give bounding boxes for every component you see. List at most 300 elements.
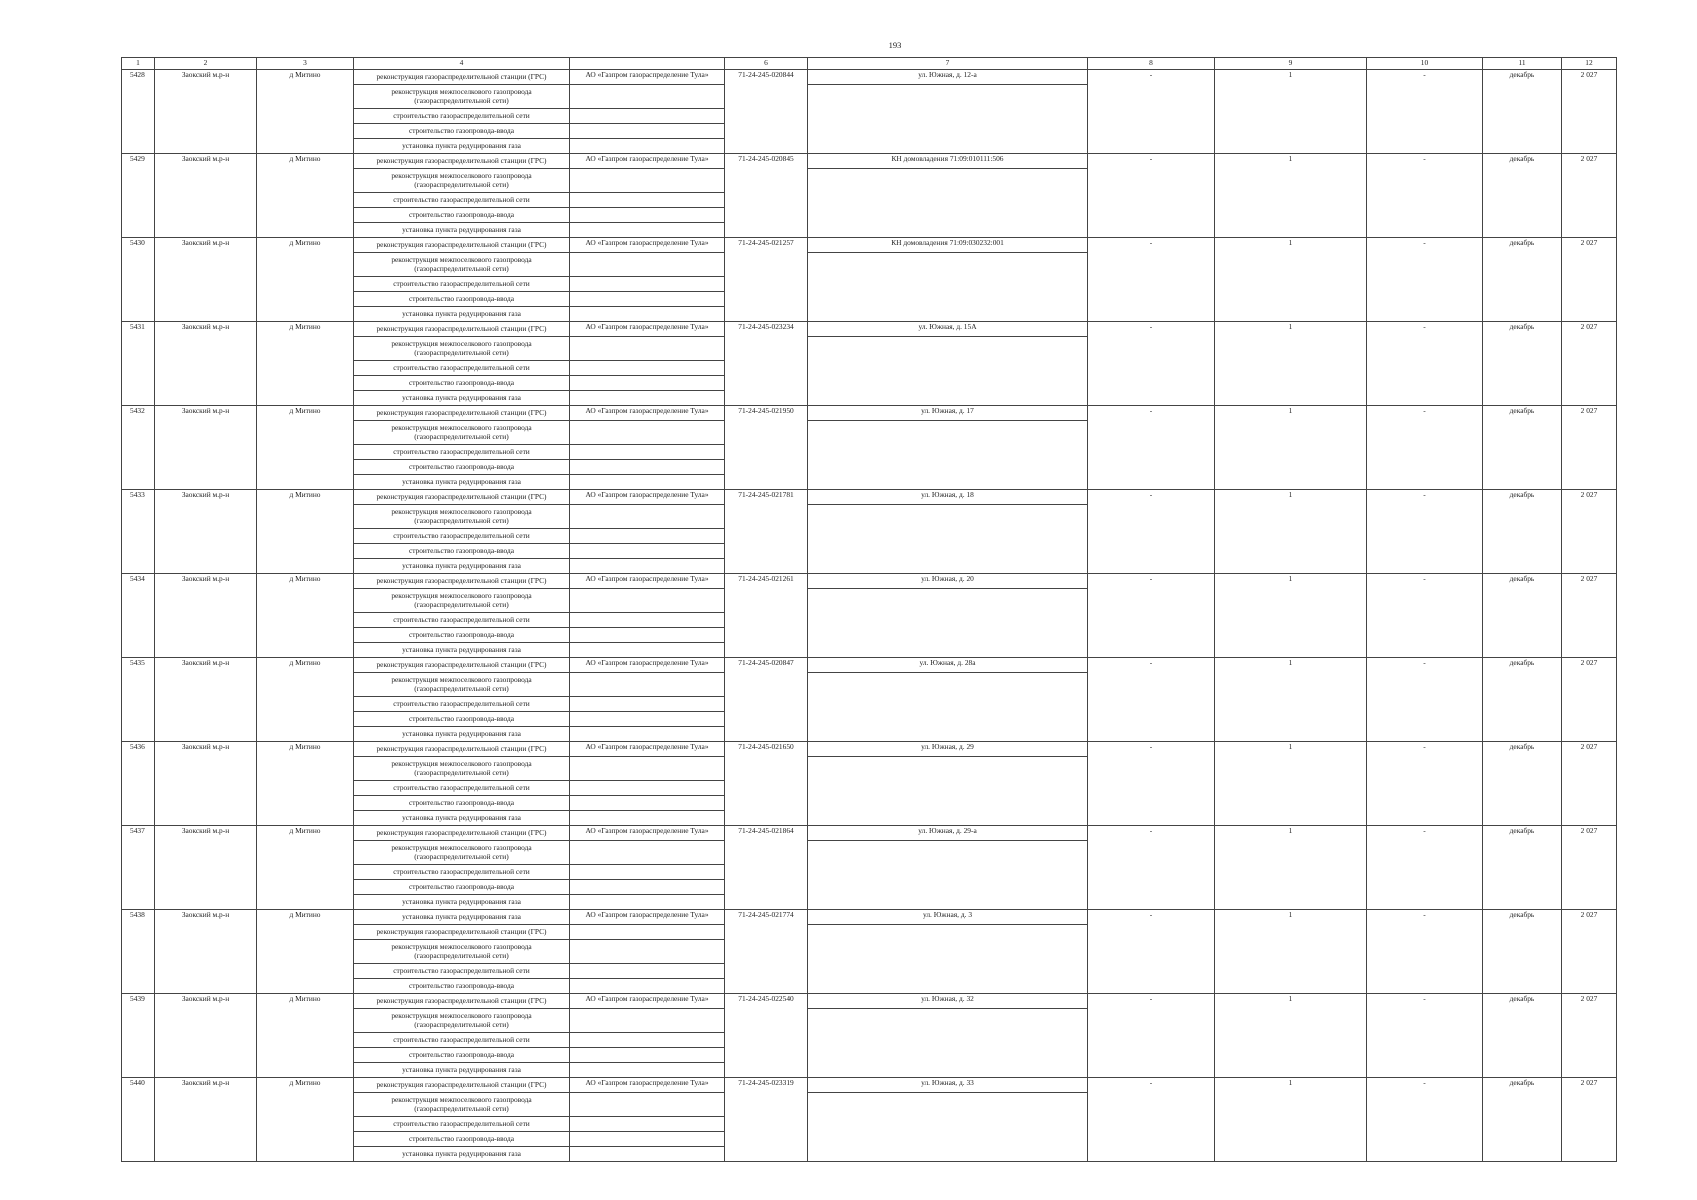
table-row [122,742,1617,757]
work-type-cell: строительство газопровода-ввода [354,292,570,307]
organization-cell-empty [570,1117,725,1132]
column-9-cell: 1 [1215,1078,1367,1162]
work-type-cell: реконструкция межпоселкового газопровода (газораспределительной сети) [354,85,570,109]
organization-cell-empty [570,1093,725,1117]
work-type-cell: реконструкция межпоселкового газопровода (газораспределительной сети) [354,940,570,964]
record-number-cell: 5437 [122,826,155,910]
month-cell: декабрь [1483,742,1562,826]
work-type-cell: строительство газопровода-ввода [354,628,570,643]
column-9-cell: 1 [1215,742,1367,826]
code-cell: 71-24-245-021257 [725,238,808,322]
work-type-cell: строительство газораспределительной сети [354,697,570,712]
column-10-cell: - [1367,238,1483,322]
year-cell: 2 027 [1562,154,1617,238]
district-cell: Заокский м.р-н [155,154,257,238]
organization-cell-empty [570,697,725,712]
record-number-cell: 5430 [122,238,155,322]
work-type-cell: реконструкция газораспределительной станции (ГРС) [354,154,570,169]
year-cell: 2 027 [1562,742,1617,826]
organization-cell-empty [570,727,725,742]
column-10-cell: - [1367,910,1483,994]
work-type-cell: реконструкция газораспределительной станции (ГРС) [354,322,570,337]
record-number-cell: 5429 [122,154,155,238]
organization-cell-empty [570,223,725,238]
address-cell-empty [808,673,1088,742]
column-header-row [122,58,1617,70]
organization-cell-empty [570,193,725,208]
year-cell: 2 027 [1562,1078,1617,1162]
address-cell: ул. Южная, д. 33 [808,1078,1088,1093]
record-number-cell: 5433 [122,490,155,574]
column-10-cell: - [1367,406,1483,490]
column-header: 7 [808,58,1088,70]
address-cell: ул. Южная, д. 18 [808,490,1088,505]
table-body [122,58,1617,1162]
code-cell: 71-24-245-021864 [725,826,808,910]
work-type-cell: строительство газопровода-ввода [354,796,570,811]
organization-cell-empty [570,613,725,628]
column-header: 4 [354,58,570,70]
work-type-cell: строительство газораспределительной сети [354,193,570,208]
work-type-cell: установка пункта редуцирования газа [354,643,570,658]
organization-cell-empty [570,505,725,529]
work-type-cell: реконструкция межпоселкового газопровода (газораспределительной сети) [354,505,570,529]
address-cell-empty [808,841,1088,910]
year-cell: 2 027 [1562,910,1617,994]
column-9-cell: 1 [1215,994,1367,1078]
district-cell: Заокский м.р-н [155,70,257,154]
work-type-cell: строительство газораспределительной сети [354,445,570,460]
locality-cell: д Митино [257,238,354,322]
district-cell: Заокский м.р-н [155,910,257,994]
locality-cell: д Митино [257,1078,354,1162]
organization-cell-empty [570,781,725,796]
organization-cell-empty [570,1033,725,1048]
record-number-cell: 5436 [122,742,155,826]
record-number-cell: 5431 [122,322,155,406]
work-type-cell: реконструкция межпоселкового газопровода (газораспределительной сети) [354,1093,570,1117]
organization-cell: АО «Газпром газораспределение Тула» [570,154,725,169]
district-cell: Заокский м.р-н [155,1078,257,1162]
work-type-cell: реконструкция газораспределительной станции (ГРС) [354,70,570,85]
work-type-cell: реконструкция газораспределительной станции (ГРС) [354,658,570,673]
address-cell-empty [808,337,1088,406]
address-cell: ул. Южная, д. 20 [808,574,1088,589]
year-cell: 2 027 [1562,658,1617,742]
column-10-cell: - [1367,490,1483,574]
locality-cell: д Митино [257,910,354,994]
column-10-cell: - [1367,994,1483,1078]
work-type-cell: реконструкция межпоселкового газопровода (газораспределительной сети) [354,673,570,697]
work-type-cell: реконструкция газораспределительной станции (ГРС) [354,1078,570,1093]
column-9-cell: 1 [1215,574,1367,658]
work-type-cell: реконструкция межпоселкового газопровода (газораспределительной сети) [354,169,570,193]
column-10-cell: - [1367,574,1483,658]
month-cell: декабрь [1483,406,1562,490]
organization-cell-empty [570,109,725,124]
work-type-cell: строительство газопровода-ввода [354,1048,570,1063]
work-type-cell: установка пункта редуцирования газа [354,475,570,490]
address-cell: ул. Южная, д. 28а [808,658,1088,673]
organization-cell-empty [570,544,725,559]
organization-cell-empty [570,85,725,109]
table-row [122,154,1617,169]
work-type-cell: строительство газопровода-ввода [354,1132,570,1147]
organization-cell: АО «Газпром газораспределение Тула» [570,658,725,673]
organization-cell-empty [570,628,725,643]
year-cell: 2 027 [1562,322,1617,406]
work-type-cell: установка пункта редуцирования газа [354,559,570,574]
month-cell: декабрь [1483,658,1562,742]
organization-cell-empty [570,391,725,406]
code-cell: 71-24-245-021261 [725,574,808,658]
organization-cell: АО «Газпром газораспределение Тула» [570,1078,725,1093]
organization-cell-empty [570,421,725,445]
address-cell: КН домовладения 71:09:010111:506 [808,154,1088,169]
address-cell-empty [808,85,1088,154]
code-cell: 71-24-245-021774 [725,910,808,994]
address-cell-empty [808,589,1088,658]
column-8-cell: - [1088,826,1215,910]
locality-cell: д Митино [257,826,354,910]
code-cell: 71-24-245-021950 [725,406,808,490]
organization-cell-empty [570,307,725,322]
organization-cell: АО «Газпром газораспределение Тула» [570,742,725,757]
year-cell: 2 027 [1562,994,1617,1078]
district-cell: Заокский м.р-н [155,406,257,490]
work-type-cell: установка пункта редуцирования газа [354,307,570,322]
column-8-cell: - [1088,994,1215,1078]
address-cell-empty [808,253,1088,322]
organization-cell-empty [570,1009,725,1033]
work-type-cell: установка пункта редуцирования газа [354,1147,570,1162]
organization-cell-empty [570,1048,725,1063]
month-cell: декабрь [1483,910,1562,994]
organization-cell-empty [570,940,725,964]
organization-cell-empty [570,811,725,826]
district-cell: Заокский м.р-н [155,658,257,742]
column-10-cell: - [1367,826,1483,910]
column-9-cell: 1 [1215,490,1367,574]
work-type-cell: строительство газопровода-ввода [354,544,570,559]
column-9-cell: 1 [1215,658,1367,742]
code-cell: 71-24-245-021781 [725,490,808,574]
address-cell: ул. Южная, д. 29-а [808,826,1088,841]
code-cell: 71-24-245-020844 [725,70,808,154]
month-cell: декабрь [1483,1078,1562,1162]
table-row [122,70,1617,85]
month-cell: декабрь [1483,70,1562,154]
month-cell: декабрь [1483,154,1562,238]
locality-cell: д Митино [257,742,354,826]
organization-cell-empty [570,673,725,697]
organization-cell-empty [570,925,725,940]
column-header: 12 [1562,58,1617,70]
work-type-cell: строительство газораспределительной сети [354,865,570,880]
table-row [122,658,1617,673]
column-8-cell: - [1088,322,1215,406]
organization-cell-empty [570,169,725,193]
code-cell: 71-24-245-023234 [725,322,808,406]
work-type-cell: реконструкция газораспределительной станции (ГРС) [354,490,570,505]
table-row [122,406,1617,421]
data-table [121,57,1617,1162]
work-type-cell: установка пункта редуцирования газа [354,223,570,238]
column-9-cell: 1 [1215,70,1367,154]
organization-cell-empty [570,895,725,910]
organization-cell: АО «Газпром газораспределение Тула» [570,574,725,589]
work-type-cell: строительство газораспределительной сети [354,361,570,376]
organization-cell-empty [570,124,725,139]
organization-cell: АО «Газпром газораспределение Тула» [570,238,725,253]
work-type-cell: реконструкция газораспределительной станции (ГРС) [354,742,570,757]
column-header: 2 [155,58,257,70]
district-cell: Заокский м.р-н [155,238,257,322]
column-10-cell: - [1367,322,1483,406]
address-cell-empty [808,925,1088,994]
month-cell: декабрь [1483,574,1562,658]
work-type-cell: строительство газопровода-ввода [354,124,570,139]
work-type-cell: строительство газопровода-ввода [354,208,570,223]
record-number-cell: 5438 [122,910,155,994]
month-cell: декабрь [1483,994,1562,1078]
organization-cell-empty [570,796,725,811]
column-header [570,58,725,70]
organization-cell: АО «Газпром газораспределение Тула» [570,406,725,421]
organization-cell-empty [570,253,725,277]
work-type-cell: строительство газораспределительной сети [354,277,570,292]
organization-cell-empty [570,979,725,994]
address-cell: ул. Южная, д. 32 [808,994,1088,1009]
organization-cell: АО «Газпром газораспределение Тула» [570,910,725,925]
organization-cell-empty [570,865,725,880]
table-row [122,238,1617,253]
work-type-cell: реконструкция межпоселкового газопровода (газораспределительной сети) [354,421,570,445]
table-row [122,826,1617,841]
column-8-cell: - [1088,1078,1215,1162]
organization-cell-empty [570,1132,725,1147]
organization-cell-empty [570,880,725,895]
column-10-cell: - [1367,742,1483,826]
organization-cell: АО «Газпром газораспределение Тула» [570,322,725,337]
column-10-cell: - [1367,1078,1483,1162]
work-type-cell: реконструкция межпоселкового газопровода (газораспределительной сети) [354,337,570,361]
organization-cell-empty [570,460,725,475]
column-10-cell: - [1367,154,1483,238]
district-cell: Заокский м.р-н [155,742,257,826]
record-number-cell: 5440 [122,1078,155,1162]
organization-cell-empty [570,475,725,490]
work-type-cell: реконструкция межпоселкового газопровода (газораспределительной сети) [354,757,570,781]
column-8-cell: - [1088,574,1215,658]
work-type-cell: реконструкция газораспределительной станции (ГРС) [354,925,570,940]
work-type-cell: реконструкция газораспределительной станции (ГРС) [354,574,570,589]
locality-cell: д Митино [257,322,354,406]
address-cell: ул. Южная, д. 17 [808,406,1088,421]
column-9-cell: 1 [1215,238,1367,322]
table-row [122,574,1617,589]
district-cell: Заокский м.р-н [155,994,257,1078]
address-cell-empty [808,505,1088,574]
code-cell: 71-24-245-022540 [725,994,808,1078]
record-number-cell: 5432 [122,406,155,490]
organization-cell-empty [570,643,725,658]
column-8-cell: - [1088,490,1215,574]
work-type-cell: установка пункта редуцирования газа [354,910,570,925]
column-9-cell: 1 [1215,826,1367,910]
organization-cell-empty [570,376,725,391]
column-9-cell: 1 [1215,910,1367,994]
column-9-cell: 1 [1215,322,1367,406]
table-row [122,1078,1617,1093]
work-type-cell: реконструкция газораспределительной станции (ГРС) [354,826,570,841]
organization-cell-empty [570,964,725,979]
work-type-cell: установка пункта редуцирования газа [354,727,570,742]
address-cell: КН домовладения 71:09:030232:001 [808,238,1088,253]
locality-cell: д Митино [257,574,354,658]
organization-cell: АО «Газпром газораспределение Тула» [570,994,725,1009]
district-cell: Заокский м.р-н [155,574,257,658]
column-8-cell: - [1088,70,1215,154]
column-8-cell: - [1088,742,1215,826]
work-type-cell: строительство газопровода-ввода [354,880,570,895]
month-cell: декабрь [1483,322,1562,406]
work-type-cell: строительство газораспределительной сети [354,964,570,979]
column-8-cell: - [1088,154,1215,238]
work-type-cell: реконструкция газораспределительной станции (ГРС) [354,406,570,421]
organization-cell-empty [570,361,725,376]
work-type-cell: строительство газораспределительной сети [354,1117,570,1132]
column-10-cell: - [1367,70,1483,154]
address-cell-empty [808,1009,1088,1078]
work-type-cell: строительство газораспределительной сети [354,1033,570,1048]
code-cell: 71-24-245-021650 [725,742,808,826]
organization-cell: АО «Газпром газораспределение Тула» [570,826,725,841]
column-header: 6 [725,58,808,70]
month-cell: декабрь [1483,490,1562,574]
organization-cell-empty [570,559,725,574]
address-cell-empty [808,1093,1088,1162]
column-header: 3 [257,58,354,70]
column-header: 10 [1367,58,1483,70]
month-cell: декабрь [1483,826,1562,910]
record-number-cell: 5428 [122,70,155,154]
work-type-cell: строительство газопровода-ввода [354,979,570,994]
organization-cell-empty [570,712,725,727]
organization-cell-empty [570,1147,725,1162]
address-cell-empty [808,757,1088,826]
column-9-cell: 1 [1215,154,1367,238]
work-type-cell: установка пункта редуцирования газа [354,811,570,826]
work-type-cell: установка пункта редуцирования газа [354,391,570,406]
organization-cell: АО «Газпром газораспределение Тула» [570,490,725,505]
column-8-cell: - [1088,238,1215,322]
code-cell: 71-24-245-020845 [725,154,808,238]
work-type-cell: реконструкция газораспределительной станции (ГРС) [354,238,570,253]
address-cell-empty [808,169,1088,238]
record-number-cell: 5434 [122,574,155,658]
organization-cell-empty [570,445,725,460]
locality-cell: д Митино [257,154,354,238]
locality-cell: д Митино [257,70,354,154]
work-type-cell: реконструкция газораспределительной станции (ГРС) [354,994,570,1009]
organization-cell-empty [570,589,725,613]
address-cell-empty [808,421,1088,490]
column-8-cell: - [1088,910,1215,994]
address-cell: ул. Южная, д. 29 [808,742,1088,757]
column-8-cell: - [1088,658,1215,742]
table-row [122,490,1617,505]
organization-cell-empty [570,1063,725,1078]
work-type-cell: строительство газораспределительной сети [354,109,570,124]
locality-cell: д Митино [257,406,354,490]
work-type-cell: строительство газораспределительной сети [354,613,570,628]
table-row [122,322,1617,337]
work-type-cell: строительство газораспределительной сети [354,781,570,796]
column-header: 1 [122,58,155,70]
organization-cell-empty [570,277,725,292]
year-cell: 2 027 [1562,70,1617,154]
locality-cell: д Митино [257,658,354,742]
work-type-cell: строительство газопровода-ввода [354,712,570,727]
column-header: 11 [1483,58,1562,70]
year-cell: 2 027 [1562,490,1617,574]
work-type-cell: реконструкция межпоселкового газопровода (газораспределительной сети) [354,253,570,277]
column-8-cell: - [1088,406,1215,490]
organization-cell-empty [570,337,725,361]
organization-cell-empty [570,841,725,865]
district-cell: Заокский м.р-н [155,490,257,574]
organization-cell-empty [570,757,725,781]
organization-cell-empty [570,139,725,154]
locality-cell: д Митино [257,490,354,574]
organization-cell: АО «Газпром газораспределение Тула» [570,70,725,85]
address-cell: ул. Южная, д. 3 [808,910,1088,925]
work-type-cell: установка пункта редуцирования газа [354,1063,570,1078]
year-cell: 2 027 [1562,238,1617,322]
record-number-cell: 5435 [122,658,155,742]
column-header: 8 [1088,58,1215,70]
year-cell: 2 027 [1562,574,1617,658]
code-cell: 71-24-245-020847 [725,658,808,742]
address-cell: ул. Южная, д. 12-а [808,70,1088,85]
page-number: 193 [888,40,902,50]
month-cell: декабрь [1483,238,1562,322]
table-row [122,910,1617,925]
organization-cell-empty [570,208,725,223]
column-9-cell: 1 [1215,406,1367,490]
year-cell: 2 027 [1562,826,1617,910]
work-type-cell: установка пункта редуцирования газа [354,895,570,910]
table-row [122,994,1617,1009]
district-cell: Заокский м.р-н [155,322,257,406]
work-type-cell: строительство газопровода-ввода [354,460,570,475]
locality-cell: д Митино [257,994,354,1078]
record-number-cell: 5439 [122,994,155,1078]
work-type-cell: реконструкция межпоселкового газопровода (газораспределительной сети) [354,589,570,613]
work-type-cell: строительство газораспределительной сети [354,529,570,544]
year-cell: 2 027 [1562,406,1617,490]
column-header: 9 [1215,58,1367,70]
work-type-cell: реконструкция межпоселкового газопровода (газораспределительной сети) [354,1009,570,1033]
code-cell: 71-24-245-023319 [725,1078,808,1162]
column-10-cell: - [1367,658,1483,742]
district-cell: Заокский м.р-н [155,826,257,910]
work-type-cell: установка пункта редуцирования газа [354,139,570,154]
address-cell: ул. Южная, д. 15А [808,322,1088,337]
organization-cell-empty [570,292,725,307]
organization-cell-empty [570,529,725,544]
